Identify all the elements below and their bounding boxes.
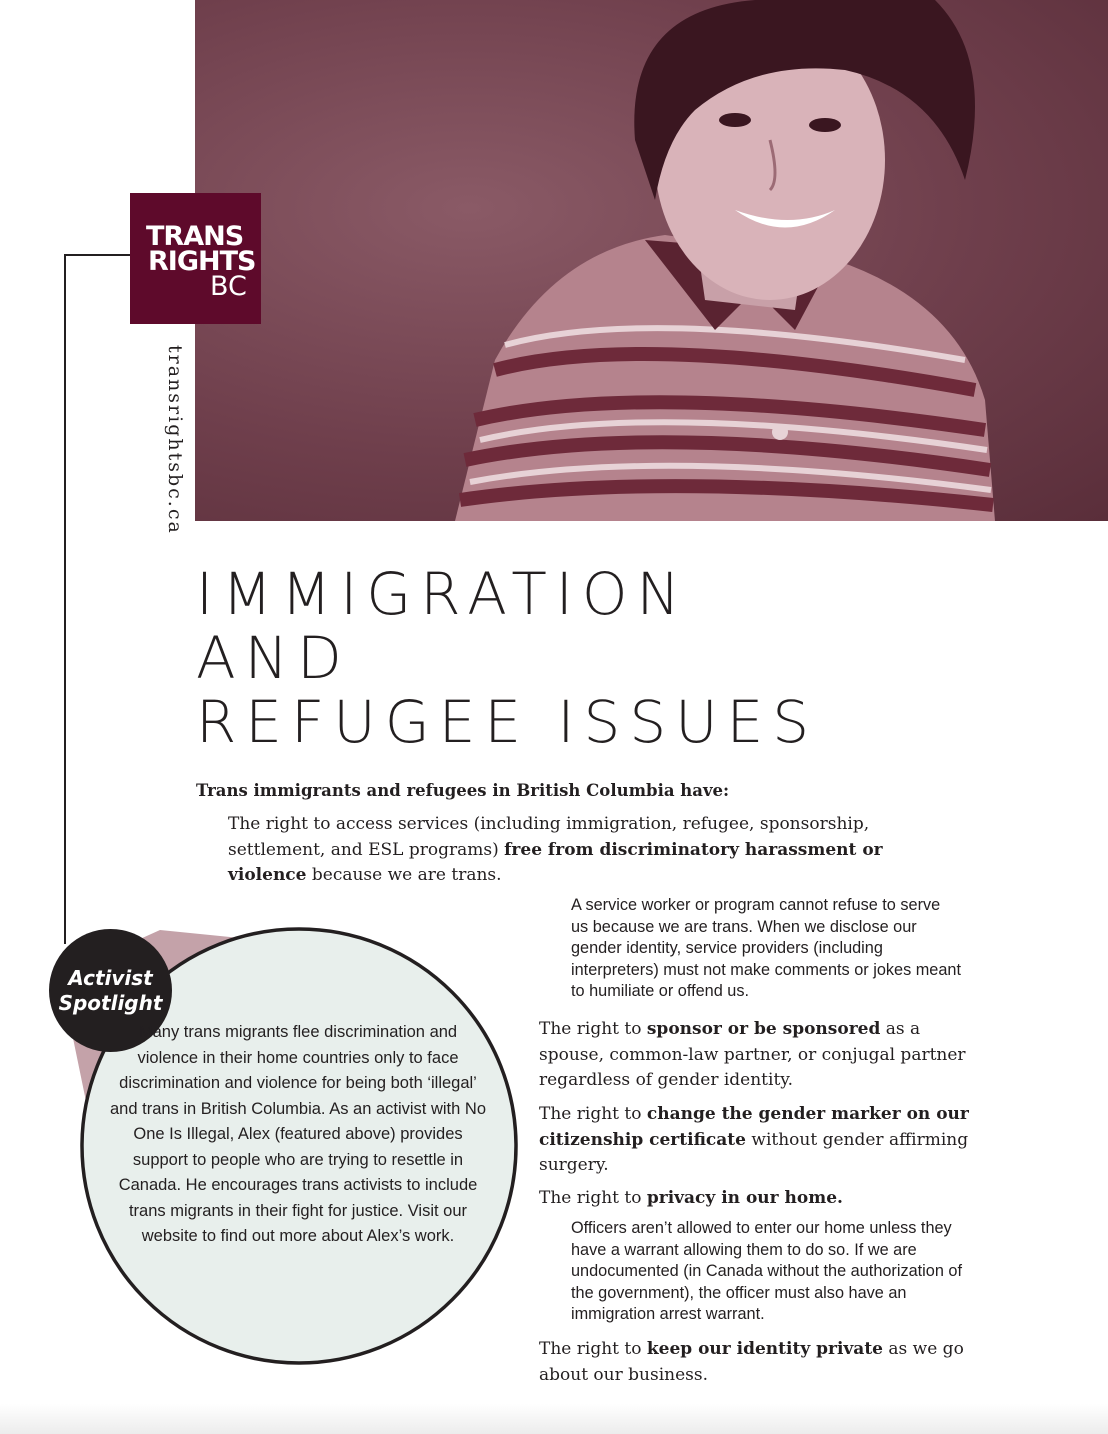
right-privacy-bold: privacy in our home. <box>646 1188 843 1208</box>
website-url: transrightsbc.ca <box>164 345 186 535</box>
right-gender-marker <box>539 1102 969 1179</box>
right-identity-pre: The right to <box>539 1339 647 1359</box>
right-access-bold: free from discriminatory harassment or violence <box>228 839 883 885</box>
logo-line-2: RIGHTS <box>148 246 256 277</box>
right-gender-marker-pre: The right to <box>539 1104 647 1124</box>
page-title <box>196 562 956 754</box>
right-identity <box>539 1337 969 1388</box>
badge-line-1: Activist <box>68 965 153 990</box>
trans-rights-bc-logo <box>130 193 261 324</box>
right-identity-post: as we go about our business. <box>539 1339 964 1385</box>
privacy-note: Officers aren’t allowed to enter our home unless they have a warrant allowing them to do so. If we are undocumented (in Canada without the authorization of the government), the officer must also have an immigration arrest warrant. <box>571 1219 963 1323</box>
right-sponsor-post: as a spouse, common-law partner, or conjugal partner regardless of gender identity. <box>539 1019 966 1090</box>
right-identity-bold: keep our identity private <box>646 1339 883 1359</box>
right-access-services <box>228 812 948 889</box>
title-line-2: AND <box>196 624 351 692</box>
right-gender-marker-post: without gender affirming surgery. <box>539 1129 969 1175</box>
featured-photo <box>195 0 1108 521</box>
title-line-3: REFUGEE ISSUES <box>196 688 819 756</box>
right-sponsor-bold: sponsor or be sponsored <box>646 1019 881 1039</box>
right-privacy <box>539 1186 969 1212</box>
logo-line-1: TRANS <box>146 221 244 252</box>
right-access-post: because we are trans. <box>306 865 502 885</box>
right-sponsor-pre: The right to <box>539 1019 647 1039</box>
intro-heading: Trans immigrants and refugees in British Columbia have: <box>196 781 730 800</box>
spotlight-text: Many trans migrants flee discrimination and violence in their home countries only to face discrimination and violence for being both ‘illegal’ and trans in British Columbia. As an activist with No One Is Illegal, Alex (featured above) provides support to people who are trying to resettle in Canada. He encourages trans activists to include trans migrants in their fight for justice. Visit our website to find out more about Alex’s work. <box>110 1023 486 1245</box>
right-privacy-pre: The right to <box>539 1188 647 1208</box>
portrait-illustration <box>195 0 1108 521</box>
right-sponsor <box>539 1017 979 1094</box>
title-line-1: IMMIGRATION <box>196 560 689 628</box>
side-rule-vertical <box>64 254 66 944</box>
page-bottom-shadow <box>0 1404 1108 1434</box>
access-note: A service worker or program cannot refuse to serve us because we are trans. When we disclose our gender identity, service providers (including interpreters) must not make comments or jokes meant to humiliate or offend us. <box>571 896 961 1000</box>
right-gender-marker-bold: change the gender marker on our citizenship certificate <box>539 1104 969 1150</box>
right-access-pre: The right to access services (including immigration, refugee, sponsorship, settlement, and ESL programs) <box>228 814 870 860</box>
badge-line-2: Spotlight <box>58 990 163 1015</box>
side-rule-horizontal <box>64 254 132 256</box>
logo-line-3: BC <box>210 271 247 302</box>
